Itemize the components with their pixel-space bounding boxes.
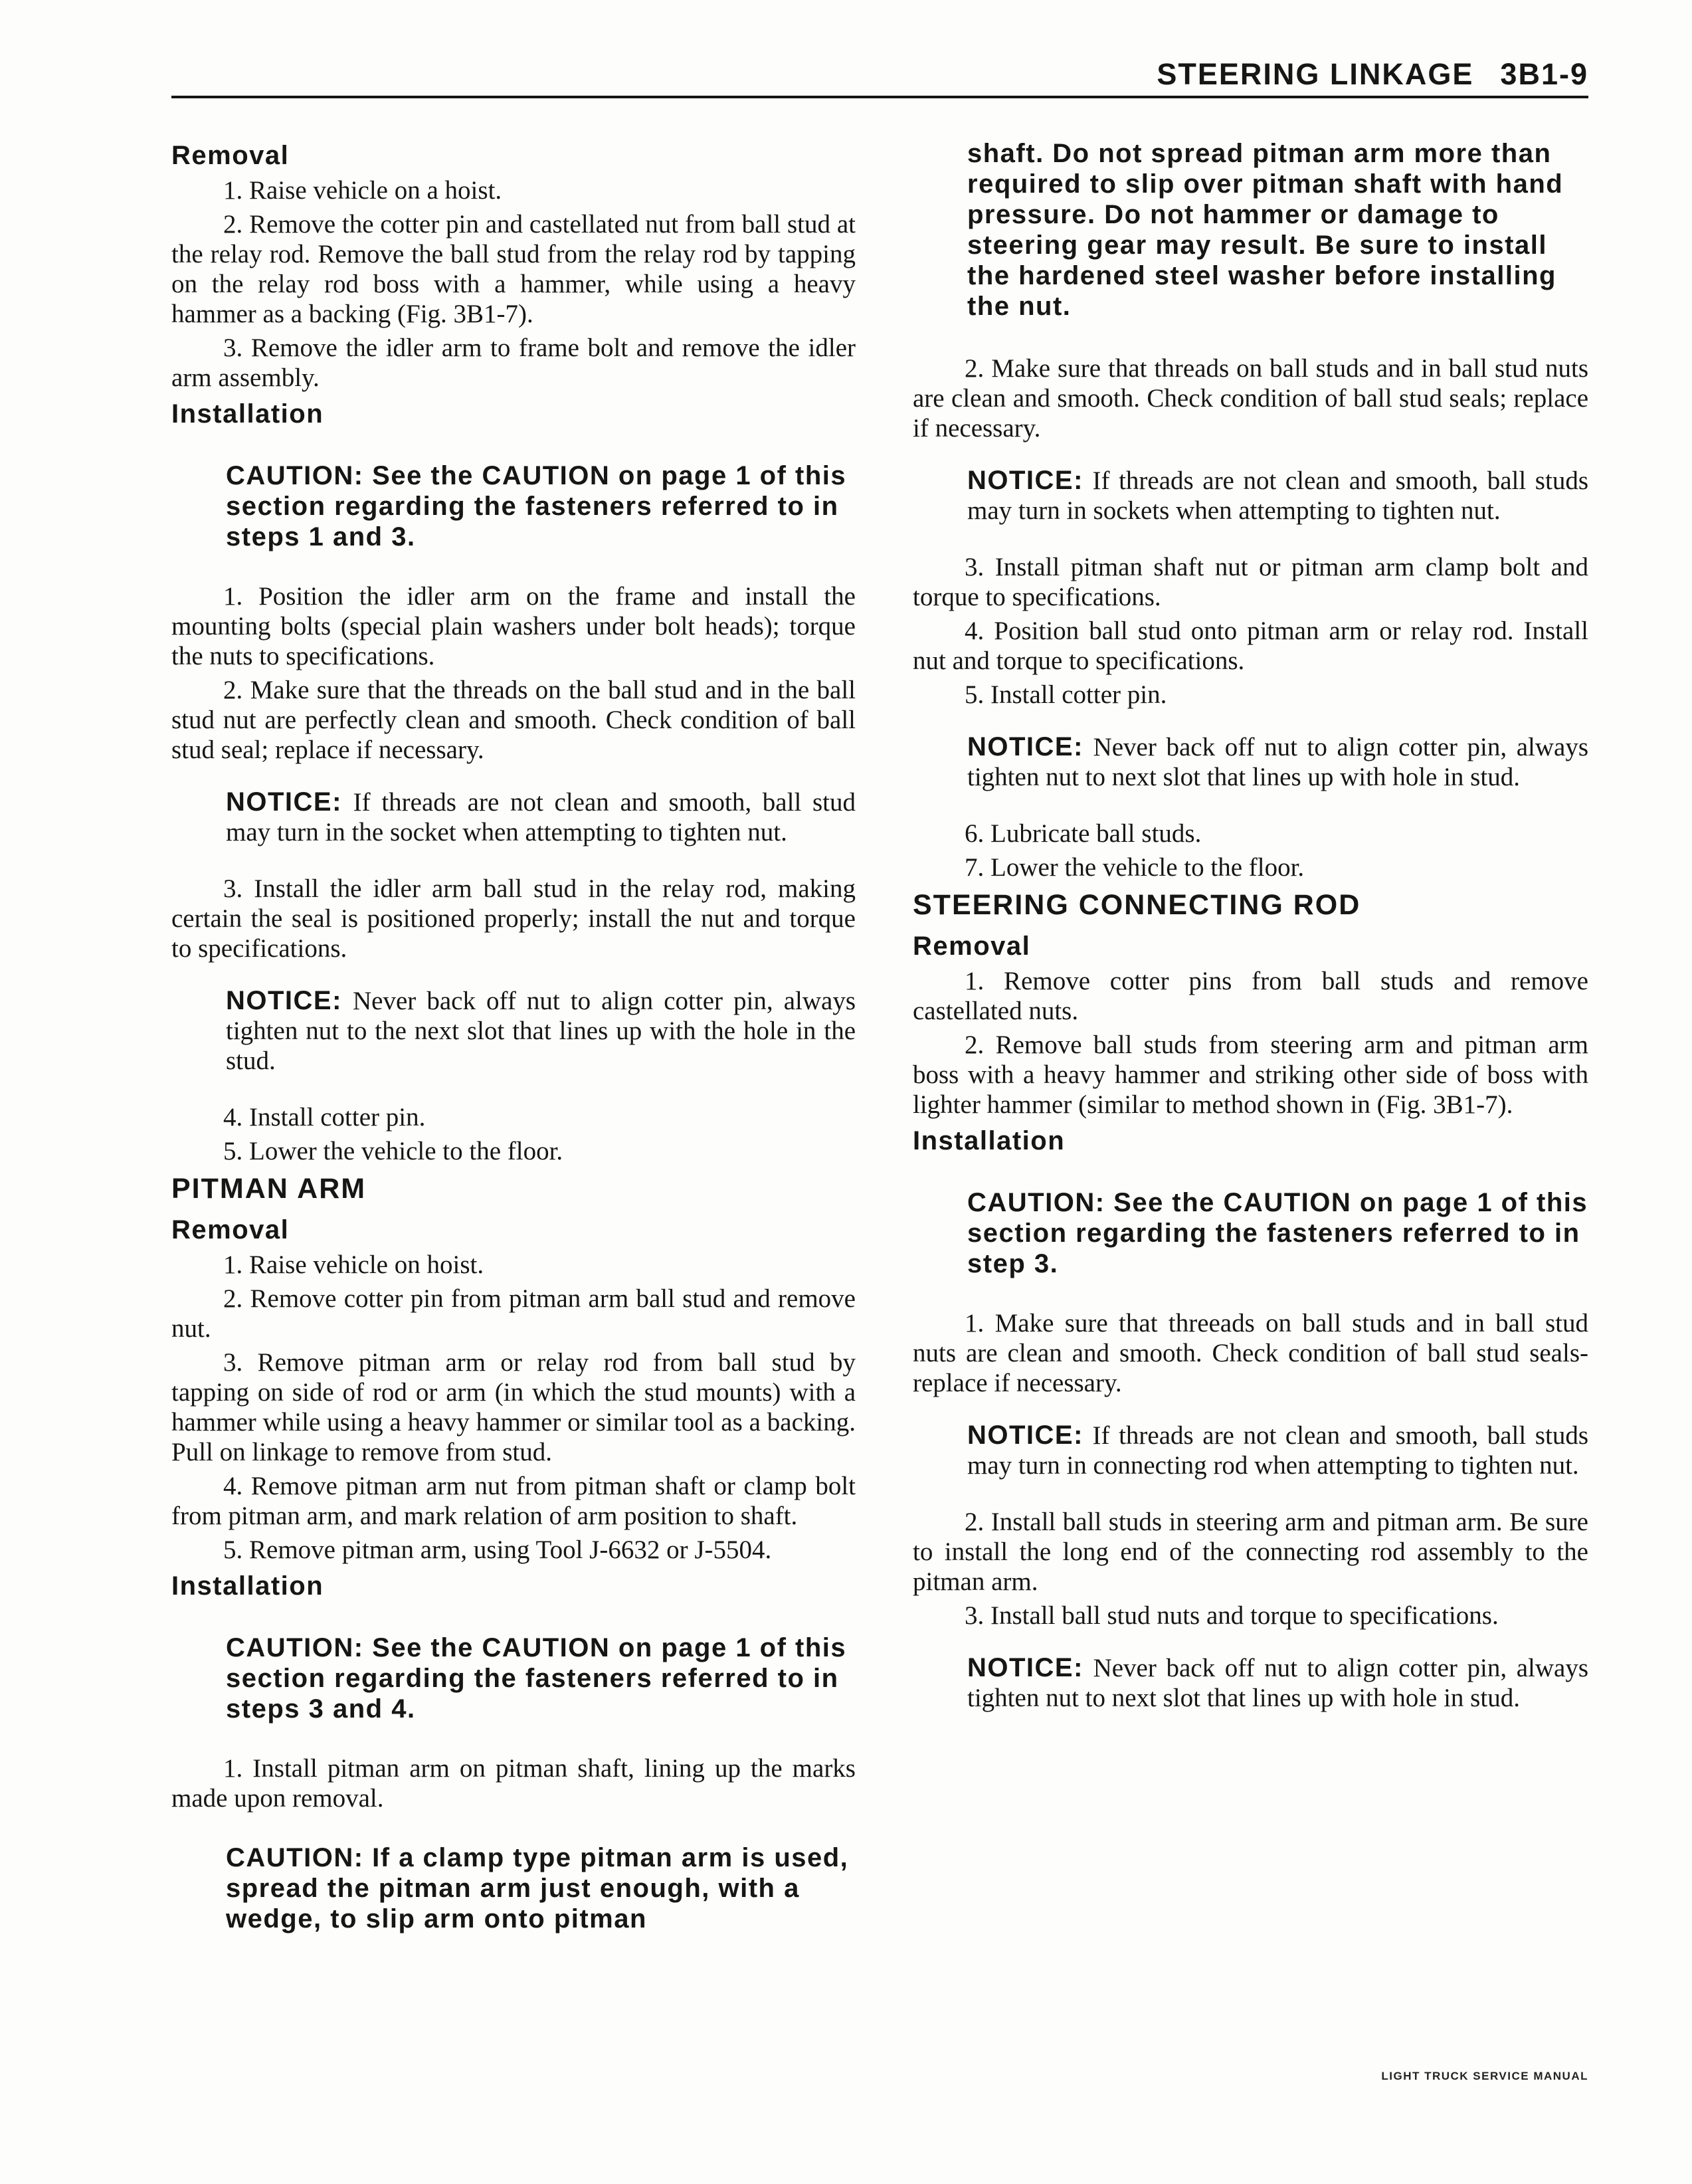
notice-text: If threads are not clean and smooth, ball stud may turn in the socket when attempting to tighten nut. [226,788,856,846]
idler-install-step-1: 1. Position the idler arm on the frame and install the mounting bolts (special plain washers under bolt heads); torque the nuts to specifications. [171,582,856,670]
idler-removal-step-2: 2. Remove the cotter pin and castellated nut from ball stud at the relay rod. Remove the ball stud from the relay rod by tapping on the relay rod boss with a hammer, while using a heavy hammer as a backing (Fig. 3B1-7). [171,210,856,328]
pitman-caution-2-continued: shaft. Do not spread pitman arm more than required to slip over pitman shaft with hand pressure. Do not hammer or damage to steering gear may result. Be sure to install the hardened steel washer before installing the nut. [967,139,1564,321]
idler-notice-2 [226,986,856,1076]
rod-install-step-1: 1. Make sure that threeads on ball studs and in ball stud nuts are clean and smooth. Check condition of ball stud seals-replace if necessary. [913,1309,1588,1397]
connecting-rod-heading: STEERING CONNECTING ROD [913,889,1361,921]
rod-caution: CAUTION: See the CAUTION on page 1 of this section regarding the fasteners referred to in step 3. [967,1188,1588,1278]
pitman-install-step-2: 2. Make sure that threads on ball studs and in ball stud nuts are clean and smooth. Check condition of ball stud seals; replace if necessary. [913,354,1588,443]
left-column [171,138,856,1963]
idler-removal-step-1: 1. Raise vehicle on a hoist. [223,176,502,205]
idler-install-step-4: 4. Install cotter pin. [223,1103,426,1132]
pitman-removal-step-1: 1. Raise vehicle on hoist. [223,1250,484,1279]
idler-install-step-2: 2. Make sure that the threads on the ball stud and in the ball stud nut are perfectly clean and smooth. Check condition of ball stud seal; replace if necessary. [171,676,856,764]
rod-removal-step-1: 1. Remove cotter pins from ball studs and remove castellated nuts. [913,967,1588,1025]
pitman-caution-1: CAUTION: See the CAUTION on page 1 of this section regarding the fasteners referred to in steps 3 and 4. [226,1633,847,1724]
page-header [171,53,1588,98]
pitman-install-step-5: 5. Install cotter pin. [965,680,1167,709]
pitman-arm-heading: PITMAN ARM [171,1173,367,1205]
right-column [913,138,1588,1739]
pitman-install-step-7: 7. Lower the vehicle to the floor. [965,853,1305,882]
pitman-install-step-6: 6. Lubricate ball studs. [965,819,1202,848]
idler-installation-heading: Installation [171,399,324,429]
notice-text: Never back off nut to align cotter pin, always tighten nut to the next slot that lines up with the hole in the stud. [226,987,856,1075]
rod-removal-step-2: 2. Remove ball studs from steering arm and pitman arm boss with a heavy hammer and striking other side of boss with lighter hammer (similar to method shown in (Fig. 3B1-7). [913,1031,1588,1119]
pitman-install-step-1: 1. Install pitman arm on pitman shaft, lining up the marks made upon removal. [171,1754,856,1813]
pitman-installation-heading: Installation [171,1571,324,1601]
section-title: STEERING LINKAGE [1157,57,1474,91]
idler-removal-heading: Removal [171,141,290,170]
notice-text: Never back off nut to align cotter pin, always tighten nut to next slot that lines up with hole in stud. [967,1654,1588,1712]
notice-text: If threads are not clean and smooth, ball studs may turn in sockets when attempting to tighten nut. [967,466,1588,525]
idler-install-step-3: 3. Install the idler arm ball stud in the relay rod, making certain the seal is positioned properly; install the nut and torque to specifications. [171,874,856,963]
notice-text: Never back off nut to align cotter pin, always tighten nut to next slot that lines up with hole in stud. [967,733,1588,791]
pitman-removal-heading: Removal [171,1215,290,1244]
notice-label: NOTICE: [967,732,1083,761]
notice-label: NOTICE: [967,466,1083,495]
pitman-removal-step-4: 4. Remove pitman arm nut from pitman shaft or clamp bolt from pitman arm, and mark relation of arm position to shaft. [171,1472,856,1530]
footer-manual-title: LIGHT TRUCK SERVICE MANUAL [1381,2070,1588,2082]
idler-caution: CAUTION: See the CAUTION on page 1 of this section regarding the fasteners referred to in steps 1 and 3. [226,461,847,551]
pitman-notice-2 [967,732,1588,792]
notice-label: NOTICE: [226,986,342,1015]
idler-removal-step-3: 3. Remove the idler arm to frame bolt and remove the idler arm assembly. [171,334,856,392]
rod-install-step-2: 2. Install ball studs in steering arm and pitman arm. Be sure to install the long end of the connecting rod assembly to the pitman arm. [913,1508,1588,1596]
pitman-removal-step-2: 2. Remove cotter pin from pitman arm ball stud and remove nut. [171,1284,856,1343]
rod-installation-heading: Installation [913,1126,1066,1155]
running-header [1157,57,1588,92]
page-number: 3B1-9 [1500,57,1588,91]
pitman-caution-2: CAUTION: If a clamp type pitman arm is used, spread the pitman arm just enough, with a wedge, to slip arm onto pitman [226,1843,849,1934]
notice-label: NOTICE: [967,1653,1083,1682]
rod-notice-2 [967,1653,1588,1713]
notice-text: If threads are not clean and smooth, ball studs may turn in connecting rod when attempting to tighten nut. [967,1421,1588,1480]
rod-install-step-3: 3. Install ball stud nuts and torque to specifications. [965,1601,1499,1630]
pitman-removal-step-3: 3. Remove pitman arm or relay rod from ball stud by tapping on side of rod or arm (in which the stud mounts) with a hammer while using a heavy hammer or similar tool as a backing. Pull on linkage to remove from stud. [171,1348,856,1466]
pitman-install-step-4: 4. Position ball stud onto pitman arm or relay rod. Install nut and torque to specifications. [913,617,1588,675]
idler-notice-1 [226,787,856,847]
rod-removal-heading: Removal [913,932,1031,961]
idler-install-step-5: 5. Lower the vehicle to the floor. [223,1137,563,1165]
pitman-install-step-3: 3. Install pitman shaft nut or pitman arm clamp bolt and torque to specifications. [913,553,1588,611]
notice-label: NOTICE: [967,1421,1083,1450]
pitman-notice-1 [967,466,1588,526]
rod-notice-1 [967,1421,1588,1480]
pitman-removal-step-5: 5. Remove pitman arm, using Tool J-6632 or J-5504. [223,1536,772,1564]
notice-label: NOTICE: [226,787,342,817]
